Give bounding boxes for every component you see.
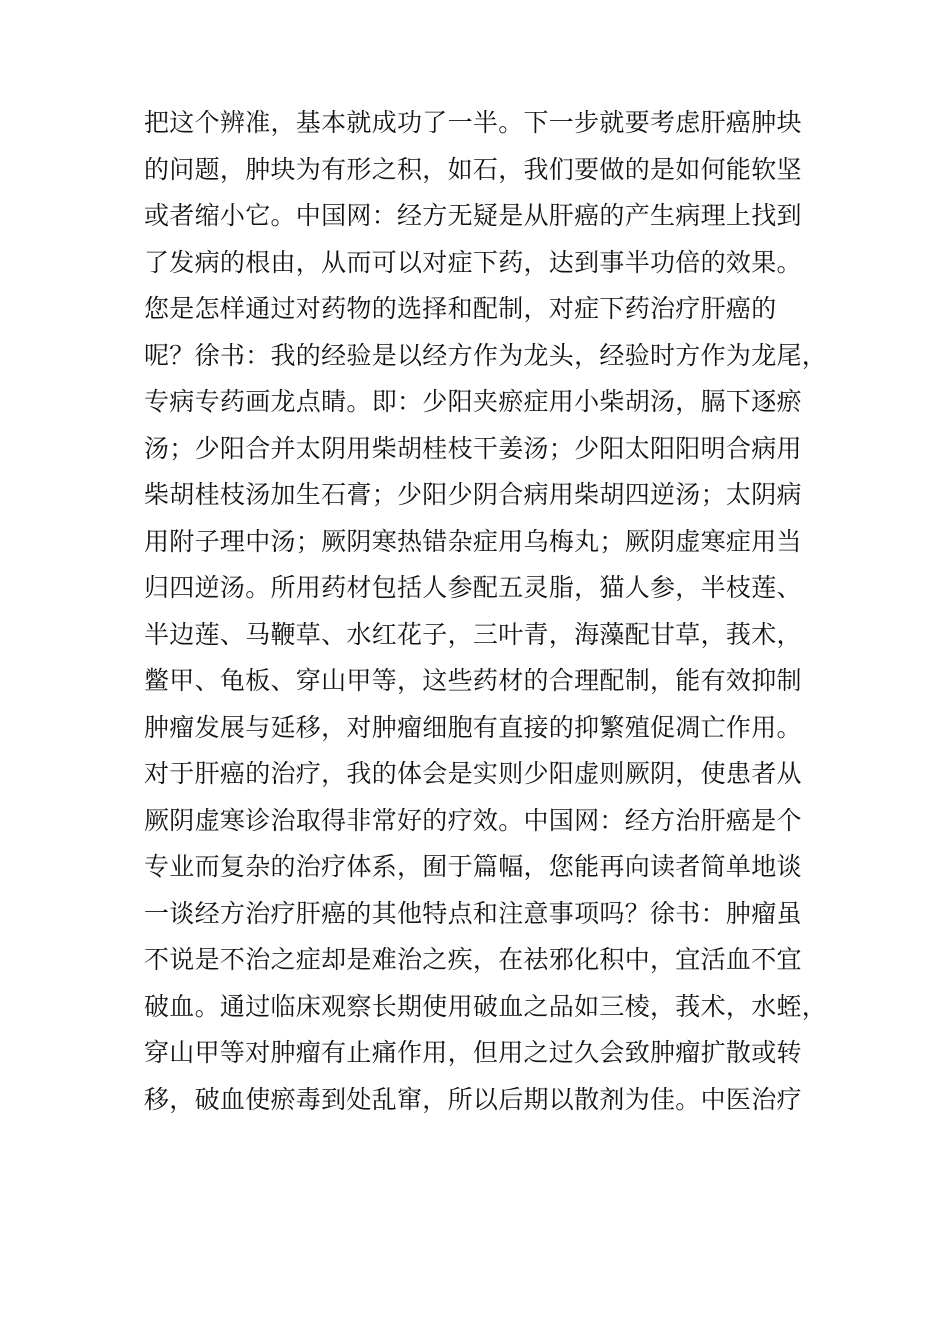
text-line: 专病专药画龙点睛。即：少阳夹瘀症用小柴胡汤，膈下逐瘀: [144, 387, 802, 416]
text-line: 了发病的根由，从而可以对症下药，达到事半功倍的效果。: [144, 247, 802, 277]
text-line: 把这个辨准，基本就成功了一半。下一步就要考虑肝癌肿块: [144, 108, 802, 137]
text-line: 汤；少阳合并太阴用柴胡桂枝干姜汤；少阳太阳阳明合病用: [144, 433, 802, 463]
text-line: 破血。通过临床观察长期使用破血之品如三棱，莪术，水蛭，: [144, 991, 828, 1021]
text-line: 穿山甲等对肿瘤有止痛作用，但用之过久会致肿瘤扩散或转: [144, 1038, 802, 1067]
text-line: 用附子理中汤；厥阴寒热错杂症用乌梅丸；厥阴虚寒症用当: [144, 526, 802, 556]
text-line: 柴胡桂枝汤加生石膏；少阳少阴合病用柴胡四逆汤；太阴病: [144, 480, 802, 509]
text-line: 鳖甲、龟板、穿山甲等，这些药材的合理配制，能有效抑制: [144, 666, 802, 695]
body-text: [144, 100, 828, 1123]
text-line: 一谈经方治疗肝癌的其他特点和注意事项吗？徐书：肿瘤虽: [144, 898, 802, 928]
text-line: 您是怎样通过对药物的选择和配制，对症下药治疗肝癌的: [144, 294, 777, 323]
text-line: 肿瘤发展与延移，对肿瘤细胞有直接的抑繁殖促凋亡作用。: [144, 712, 802, 742]
text-line: 归四逆汤。所用药材包括人参配五灵脂，猫人参，半枝莲、: [144, 573, 802, 602]
text-line: 对于肝癌的治疗，我的体会是实则少阳虚则厥阴，使患者从: [144, 759, 802, 788]
text-line: 半边莲、马鞭草、水红花子，三叶青，海藻配甘草，莪术，: [144, 619, 802, 649]
text-line: 专业而复杂的治疗体系，囿于篇幅，您能再向读者简单地谈: [144, 852, 802, 881]
text-line: 或者缩小它。中国网：经方无疑是从肝癌的产生病理上找到: [144, 201, 802, 230]
text-line: 不说是不治之症却是难治之疾，在祛邪化积中，宜活血不宜: [144, 945, 802, 974]
text-line: 的问题，肿块为有形之积，如石，我们要做的是如何能软坚: [144, 154, 802, 184]
text-line: 厥阴虚寒诊治取得非常好的疗效。中国网：经方治肝癌是个: [144, 805, 802, 835]
text-line: 移，破血使瘀毒到处乱窜，所以后期以散剂为佳。中医治疗: [144, 1084, 802, 1114]
text-line: 呢？徐书：我的经验是以经方作为龙头，经验时方作为龙尾，: [144, 340, 828, 370]
